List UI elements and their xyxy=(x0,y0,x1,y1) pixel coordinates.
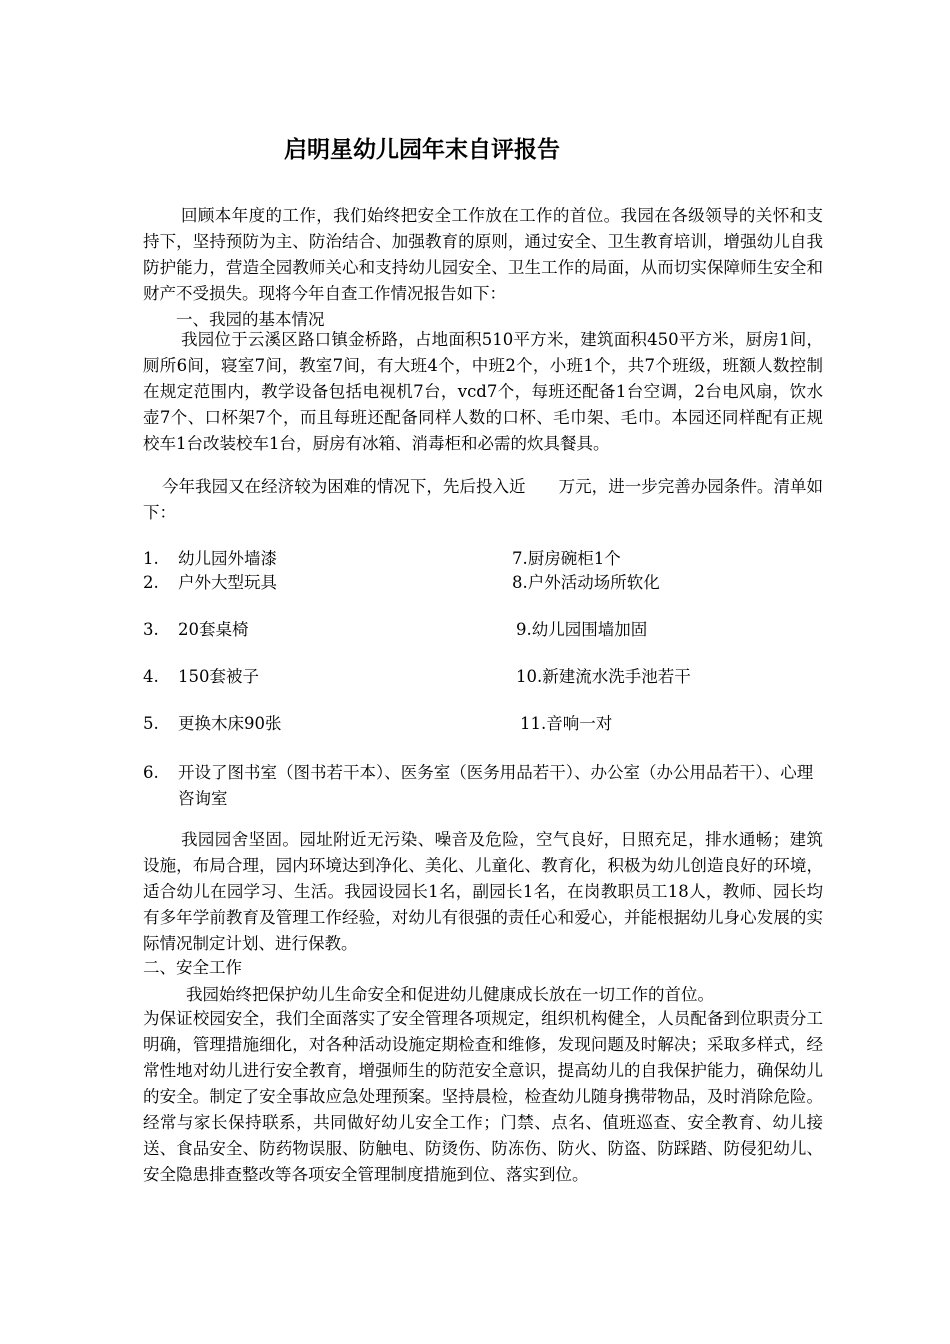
investment-paragraph: 今年我园又在经济较为困难的情况下，先后投入近 万元，进一步完善办园条件。清单如下： xyxy=(143,477,823,522)
list-item: 8.户外活动场所软化 xyxy=(512,573,660,592)
list-item: 9.幼儿园围墙加固 xyxy=(516,620,648,639)
section2-heading: 二、安全工作 xyxy=(143,958,242,977)
list-item: 7.厨房碗柜1个 xyxy=(512,549,621,568)
document-title: 启明星幼儿园年末自评报告 xyxy=(284,137,560,163)
list-item: 幼儿园外墙漆 xyxy=(178,549,277,568)
list-item: 150套被子 xyxy=(178,667,259,686)
basic-info-paragraph: 我园位于云溪区路口镇金桥路，占地面积510平方米，建筑面积450平方米，厨房1间，厕所6间，寝室7间，教室7间，有大班4个，中班2个，小班1个，共7个班级，班额人数控制在规定范围内，教学设备包括电视机7台，vcd7个，每班还配备1台空调，2台电风扇，饮水壶7个、口杯架7个，而且每班还配备同样人数的口杯、毛巾架、毛巾。本园还同样配有正规校车1台改装校车1台，厨房有冰箱、消毒柜和必需的炊具餐具。 xyxy=(143,330,823,453)
list-item-number: 4. xyxy=(143,667,159,686)
list-item: 开设了图书室（图书若干本）、医务室（医务用品若干）、办公室（办公用品若干）、心理咨询室 xyxy=(178,763,814,808)
list-item: 更换木床90张 xyxy=(178,714,282,733)
list-item-number: 5. xyxy=(143,714,159,733)
list-item-number: 2. xyxy=(143,573,159,592)
safety-paragraph: 为保证校园安全，我们全面落实了安全管理各项规定，组织机构健全，人员配备到位职责分工明确，管理措施细化，对各种活动设施定期检查和维修，发现问题及时解决；采取多样式，经常性地对幼儿进行安全教育，增强师生的防范安全意识，提高幼儿的自我保护能力，确保幼儿的安全。制定了安全事故应急处理预案。坚持晨检，检查幼儿随身携带物品，及时消除危险。经常与家长保持联系，共同做好幼儿安全工作；门禁、点名、值班巡查、安全教育、幼儿接送、食品安全、防药物误服、防触电、防烫伤、防冻伤、防火、防盗、防踩踏、防侵犯幼儿、安全隐患排查整改等各项安全管理制度措施到位、落实到位。 xyxy=(143,1009,823,1184)
list-item-number: 6. xyxy=(143,763,159,782)
list-item: 10.新建流水洗手池若干 xyxy=(516,667,691,686)
list-item: 20套桌椅 xyxy=(178,620,249,639)
list-item-number: 3. xyxy=(143,620,159,639)
intro-paragraph: 回顾本年度的工作，我们始终把安全工作放在工作的首位。我园在各级领导的关怀和支持下，坚持预防为主、防治结合、加强教育的原则，通过安全、卫生教育培训，增强幼儿自我防护能力，营造全园教师关心和支持幼儿园安全、卫生工作的局面，从而切实保障师生安全和财产不受损失。现将今年自查工作情况报告如下： xyxy=(143,206,823,303)
section1-heading: 一、我园的基本情况 xyxy=(176,310,325,329)
list-item: 11.音响一对 xyxy=(520,714,613,733)
facilities-paragraph: 我园园舍坚固。园址附近无污染、噪音及危险，空气良好，日照充足，排水通畅；建筑设施，布局合理，园内环境达到净化、美化、儿童化、教育化，积极为幼儿创造良好的环境，适合幼儿在园学习、生活。我园设园长1名，副园长1名，在岗教职员工18人，教师、园长均有多年学前教育及管理工作经验，对幼儿有很强的责任心和爱心，并能根据幼儿身心发展的实际情况制定计划、进行保教。 xyxy=(143,830,823,953)
list-item: 户外大型玩具 xyxy=(178,573,277,592)
list-item-number: 1. xyxy=(143,549,159,568)
safety-lead-sentence: 我园始终把保护幼儿生命安全和促进幼儿健康成长放在一切工作的首位。 xyxy=(186,985,714,1004)
